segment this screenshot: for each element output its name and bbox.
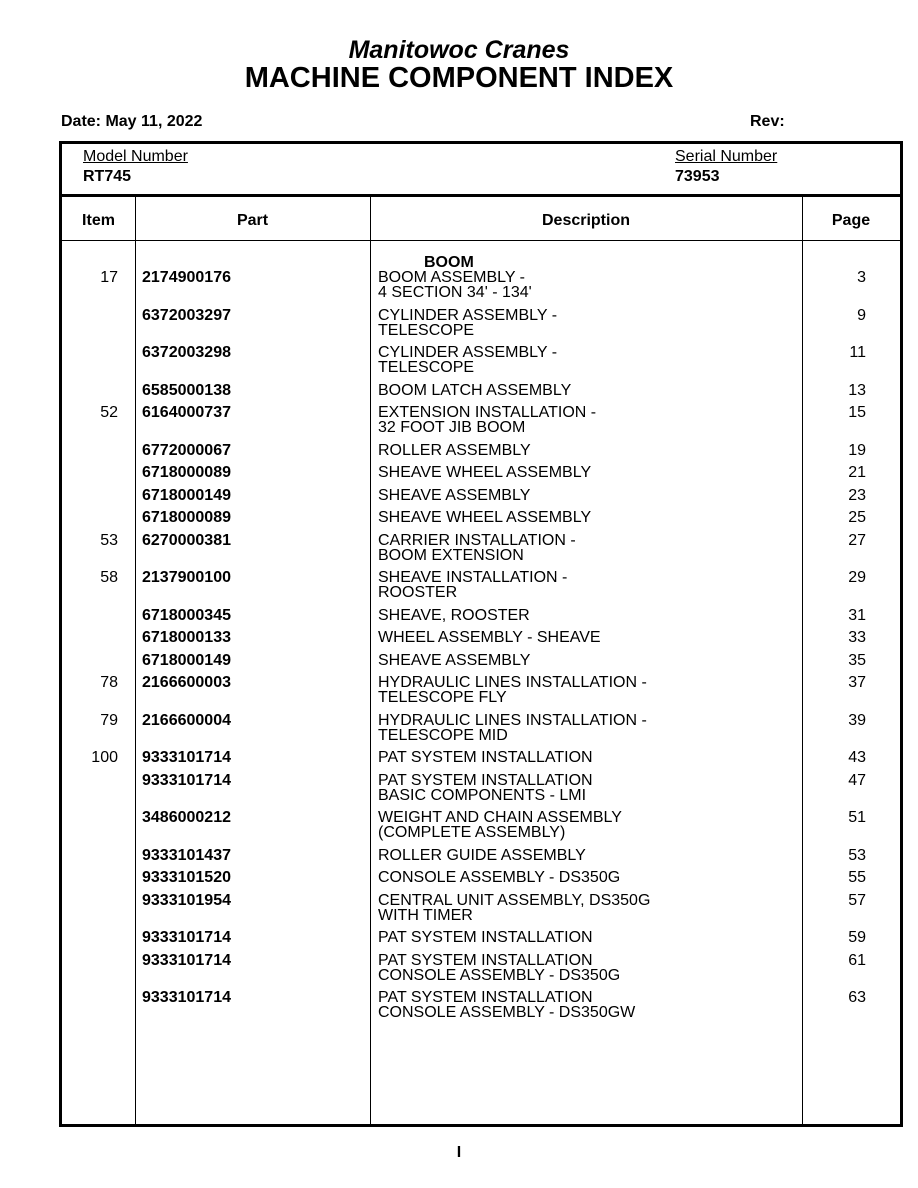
page-reference: 63 (848, 989, 866, 1006)
description-line: TELESCOPE MID (378, 727, 508, 744)
column-header-item: Item (82, 212, 115, 229)
page-reference: 11 (849, 344, 866, 361)
description-line: HYDRAULIC LINES INSTALLATION - (378, 674, 647, 691)
part-number: 2174900176 (142, 269, 231, 286)
component-index-table (59, 141, 903, 1127)
description (378, 990, 635, 1020)
description-line: CENTRAL UNIT ASSEMBLY, DS350G (378, 892, 651, 909)
page-reference: 55 (848, 869, 866, 886)
part-number: 9333101954 (142, 892, 231, 909)
part-number: 6372003297 (142, 307, 231, 324)
description-line: ROLLER ASSEMBLY (378, 442, 531, 459)
column-divider (135, 196, 136, 1124)
description (378, 383, 571, 398)
description-line: EXTENSION INSTALLATION - (378, 404, 597, 421)
description (378, 465, 591, 480)
description (378, 533, 576, 563)
description-line: PAT SYSTEM INSTALLATION (378, 952, 593, 969)
part-number: 6372003298 (142, 344, 231, 361)
part-number: 9333101714 (142, 952, 231, 969)
description (378, 773, 593, 803)
part-number: 9333101714 (142, 929, 231, 946)
header-divider (62, 240, 900, 241)
model-number-value: RT745 (83, 168, 132, 185)
description-line: CONSOLE ASSEMBLY - DS350G (378, 967, 621, 984)
column-header-page: Page (831, 212, 871, 229)
description (378, 630, 601, 645)
description-line: (COMPLETE ASSEMBLY) (378, 824, 566, 841)
description (378, 750, 593, 765)
description-line: WITH TIMER (378, 907, 473, 924)
document-date: Date: May 11, 2022 (61, 113, 203, 130)
page-reference: 57 (848, 892, 866, 909)
description-line: BOOM EXTENSION (378, 547, 524, 564)
item-number: 79 (100, 712, 118, 729)
part-number: 6718000149 (142, 487, 231, 504)
part-number: 6164000737 (142, 404, 231, 421)
description-line: PAT SYSTEM INSTALLATION (378, 772, 593, 789)
description (378, 510, 591, 525)
description-line: BASIC COMPONENTS - LMI (378, 787, 587, 804)
description (378, 488, 530, 503)
item-number: 52 (100, 404, 118, 421)
part-number: 9333101714 (142, 749, 231, 766)
page-reference: 39 (848, 712, 866, 729)
item-number: 58 (100, 569, 118, 586)
description-line: SHEAVE WHEEL ASSEMBLY (378, 509, 592, 526)
part-number: 6718000149 (142, 652, 231, 669)
description-line: TELESCOPE (378, 322, 475, 339)
part-number: 9333101437 (142, 847, 231, 864)
page-reference: 47 (848, 772, 866, 789)
part-number: 6718000089 (142, 464, 231, 481)
page-reference: 15 (848, 404, 866, 421)
description (378, 345, 557, 375)
company-name: Manitowoc Cranes (348, 36, 570, 64)
part-number: 6270000381 (142, 532, 231, 549)
description (378, 870, 620, 885)
description-line: SHEAVE INSTALLATION - (378, 569, 568, 586)
page-reference: 37 (848, 674, 866, 691)
description (378, 653, 530, 668)
part-number: 3486000212 (142, 809, 231, 826)
page-reference: 29 (848, 569, 866, 586)
serial-number-label: Serial Number (675, 148, 778, 165)
document-title: MACHINE COMPONENT INDEX (244, 62, 674, 94)
page-reference: 51 (848, 809, 866, 826)
page-reference: 23 (848, 487, 866, 504)
description-line: 32 FOOT JIB BOOM (378, 419, 526, 436)
part-number: 9333101714 (142, 989, 231, 1006)
description-line: CONSOLE ASSEMBLY - DS350GW (378, 1004, 636, 1021)
item-number: 78 (100, 674, 118, 691)
description-line: TELESCOPE (378, 359, 475, 376)
page-reference: 25 (848, 509, 866, 526)
page-reference: 31 (848, 607, 866, 624)
description (378, 308, 557, 338)
part-number: 6585000138 (142, 382, 231, 399)
column-divider (802, 196, 803, 1124)
part-number: 2166600004 (142, 712, 231, 729)
description-line: WEIGHT AND CHAIN ASSEMBLY (378, 809, 622, 826)
part-number: 9333101714 (142, 772, 231, 789)
description-line: PAT SYSTEM INSTALLATION (378, 989, 593, 1006)
description-line: ROLLER GUIDE ASSEMBLY (378, 847, 586, 864)
description-line: SHEAVE ASSEMBLY (378, 487, 531, 504)
description-line: BOOM ASSEMBLY - (378, 269, 526, 286)
description (378, 713, 647, 743)
page-reference: 35 (848, 652, 866, 669)
description (378, 893, 650, 923)
section-heading: BOOM (424, 254, 474, 271)
description-line: CARRIER INSTALLATION - (378, 532, 576, 549)
page-reference: 43 (848, 749, 866, 766)
description-line: SHEAVE ASSEMBLY (378, 652, 531, 669)
item-number: 17 (100, 269, 118, 286)
page-reference: 27 (848, 532, 866, 549)
serial-number-value: 73953 (675, 168, 720, 185)
description (378, 810, 622, 840)
description-line: TELESCOPE FLY (378, 689, 507, 706)
page-reference: 33 (848, 629, 866, 646)
description (378, 270, 532, 300)
description (378, 443, 531, 458)
part-number: 6772000067 (142, 442, 231, 459)
description (378, 930, 593, 945)
description-line: SHEAVE WHEEL ASSEMBLY (378, 464, 592, 481)
part-number: 2166600003 (142, 674, 231, 691)
page-reference: 13 (848, 382, 866, 399)
page-reference: 19 (848, 442, 866, 459)
description-line: CYLINDER ASSEMBLY - (378, 307, 558, 324)
description-line: CONSOLE ASSEMBLY - DS350G (378, 869, 621, 886)
part-number: 6718000133 (142, 629, 231, 646)
column-header-description: Description (541, 212, 630, 229)
description (378, 405, 596, 435)
machine-info-header (62, 144, 900, 197)
item-number: 53 (100, 532, 118, 549)
description-line: 4 SECTION 34' - 134' (378, 284, 532, 301)
page-reference: 9 (857, 307, 866, 324)
item-number: 100 (91, 749, 118, 766)
description (378, 675, 647, 705)
page-reference: 61 (848, 952, 866, 969)
description (378, 953, 620, 983)
description-line: SHEAVE, ROOSTER (378, 607, 530, 624)
description-line: PAT SYSTEM INSTALLATION (378, 749, 593, 766)
model-number-label: Model Number (83, 148, 188, 165)
page-reference: 3 (857, 269, 866, 286)
page-reference: 59 (848, 929, 866, 946)
description-line: WHEEL ASSEMBLY - SHEAVE (378, 629, 601, 646)
column-header-part: Part (236, 212, 269, 229)
description-line: ROOSTER (378, 584, 458, 601)
part-number: 9333101520 (142, 869, 231, 886)
document-revision: Rev: (750, 113, 785, 130)
part-number: 6718000089 (142, 509, 231, 526)
column-divider (370, 196, 371, 1124)
description (378, 608, 530, 623)
description-line: PAT SYSTEM INSTALLATION (378, 929, 593, 946)
part-number: 2137900100 (142, 569, 231, 586)
page-number: I (456, 1144, 462, 1161)
description (378, 570, 567, 600)
description-line: HYDRAULIC LINES INSTALLATION - (378, 712, 647, 729)
page-reference: 53 (848, 847, 866, 864)
part-number: 6718000345 (142, 607, 231, 624)
description-line: CYLINDER ASSEMBLY - (378, 344, 558, 361)
description-line: BOOM LATCH ASSEMBLY (378, 382, 572, 399)
description (378, 848, 586, 863)
page-reference: 21 (848, 464, 866, 481)
